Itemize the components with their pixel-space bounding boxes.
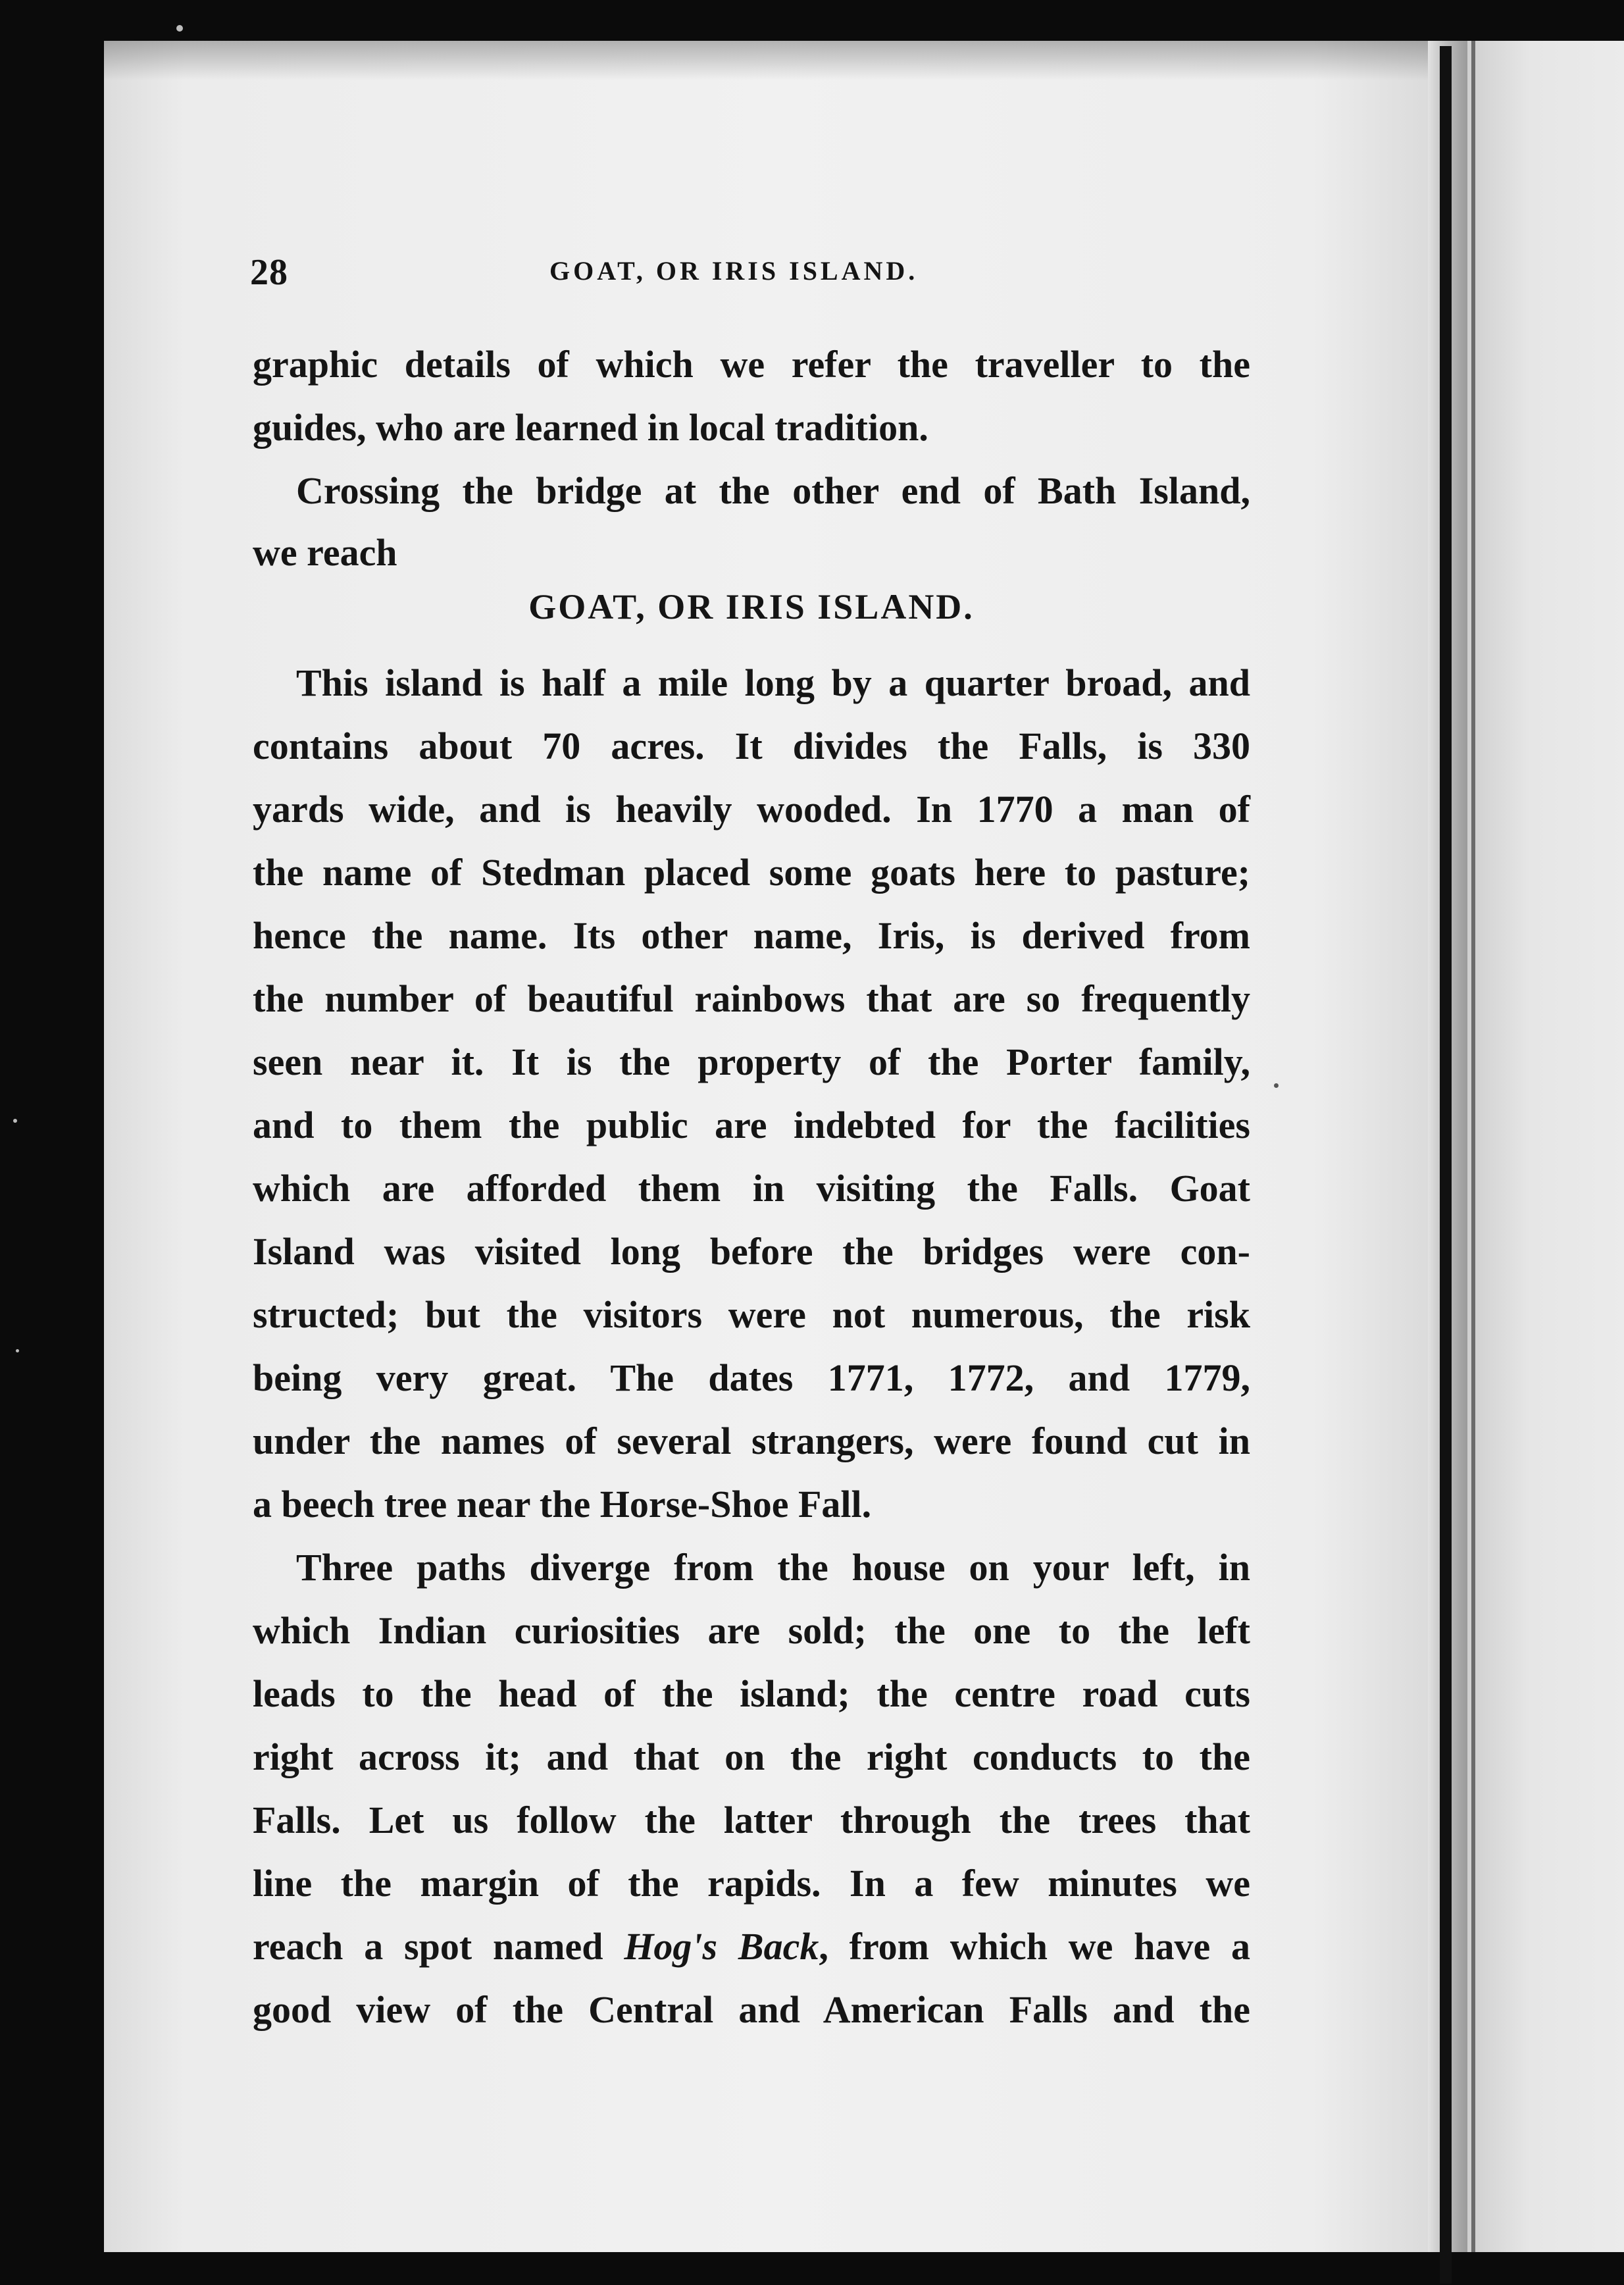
text-line: graphic details of which we refer the traveller to the xyxy=(253,343,1250,386)
text-line: right across it; and that on the right conducts to the xyxy=(253,1735,1250,1778)
text-line: the number of beautiful rainbows that are so frequently xyxy=(253,977,1250,1020)
text-line: being very great. The dates 1771, 1772, and 1779, xyxy=(253,1356,1250,1399)
facing-page-edge xyxy=(1467,41,1624,2252)
text-line: Three paths diverge from the house on your left, in xyxy=(296,1546,1250,1589)
text-line: line the margin of the rapids. In a few minutes we xyxy=(253,1862,1250,1905)
text-line: Falls. Let us follow the latter through the trees that xyxy=(253,1799,1250,1841)
scan-speck xyxy=(1274,1083,1279,1088)
text-line xyxy=(253,1915,1250,1978)
page-top-shadow xyxy=(104,41,1448,80)
text-line: under the names of several strangers, were found cut in xyxy=(253,1420,1250,1462)
text-line: leads to the head of the island; the centre road cuts xyxy=(253,1672,1250,1715)
running-header xyxy=(250,251,1250,291)
text-line: hence the name. Its other name, Iris, is derived from xyxy=(253,914,1250,957)
text-line: seen near it. It is the property of the Porter family, xyxy=(253,1040,1250,1083)
scan-speck xyxy=(16,1349,19,1352)
text-fragment: reach a spot named xyxy=(253,1925,624,1968)
section-heading: GOAT, OR IRIS ISLAND. xyxy=(528,587,975,627)
text-line: we reach xyxy=(253,531,397,574)
running-title: GOAT, OR IRIS ISLAND. xyxy=(549,256,919,286)
text-line: contains about 70 acres. It divides the Falls, is 330 xyxy=(253,725,1250,767)
text-line: the name of Stedman placed some goats here to pasture; xyxy=(253,851,1250,894)
text-line: Crossing the bridge at the other end of Bath Island, xyxy=(296,469,1250,512)
place-name-italic: Hog's Back xyxy=(624,1925,819,1968)
text-line: which Indian curiosities are sold; the one to the left xyxy=(253,1609,1250,1652)
page-text xyxy=(253,333,1250,2041)
text-line: yards wide, and is heavily wooded. In 1770 a man of xyxy=(253,788,1250,831)
text-line: structed; but the visitors were not numerous, the risk xyxy=(253,1293,1250,1336)
text-line: and to them the public are indebted for the facilities xyxy=(253,1104,1250,1146)
text-line: This island is half a mile long by a quarter broad, and xyxy=(296,661,1250,704)
scan-speck xyxy=(13,1119,17,1123)
text-line: a beech tree near the Horse-Shoe Fall. xyxy=(253,1483,872,1526)
text-line: Island was visited long before the bridges were con- xyxy=(253,1230,1250,1273)
book-spine xyxy=(1440,46,1452,2284)
text-line: guides, who are learned in local tradition. xyxy=(253,406,928,449)
text-line: which are afforded them in visiting the Falls. Goat xyxy=(253,1167,1250,1210)
page-number: 28 xyxy=(250,252,288,293)
text-fragment: , from which we have a xyxy=(819,1925,1250,1968)
text-line: good view of the Central and American Falls and the xyxy=(253,1988,1250,2031)
scan-speck xyxy=(176,25,183,32)
facing-page-border xyxy=(1471,41,1475,2252)
